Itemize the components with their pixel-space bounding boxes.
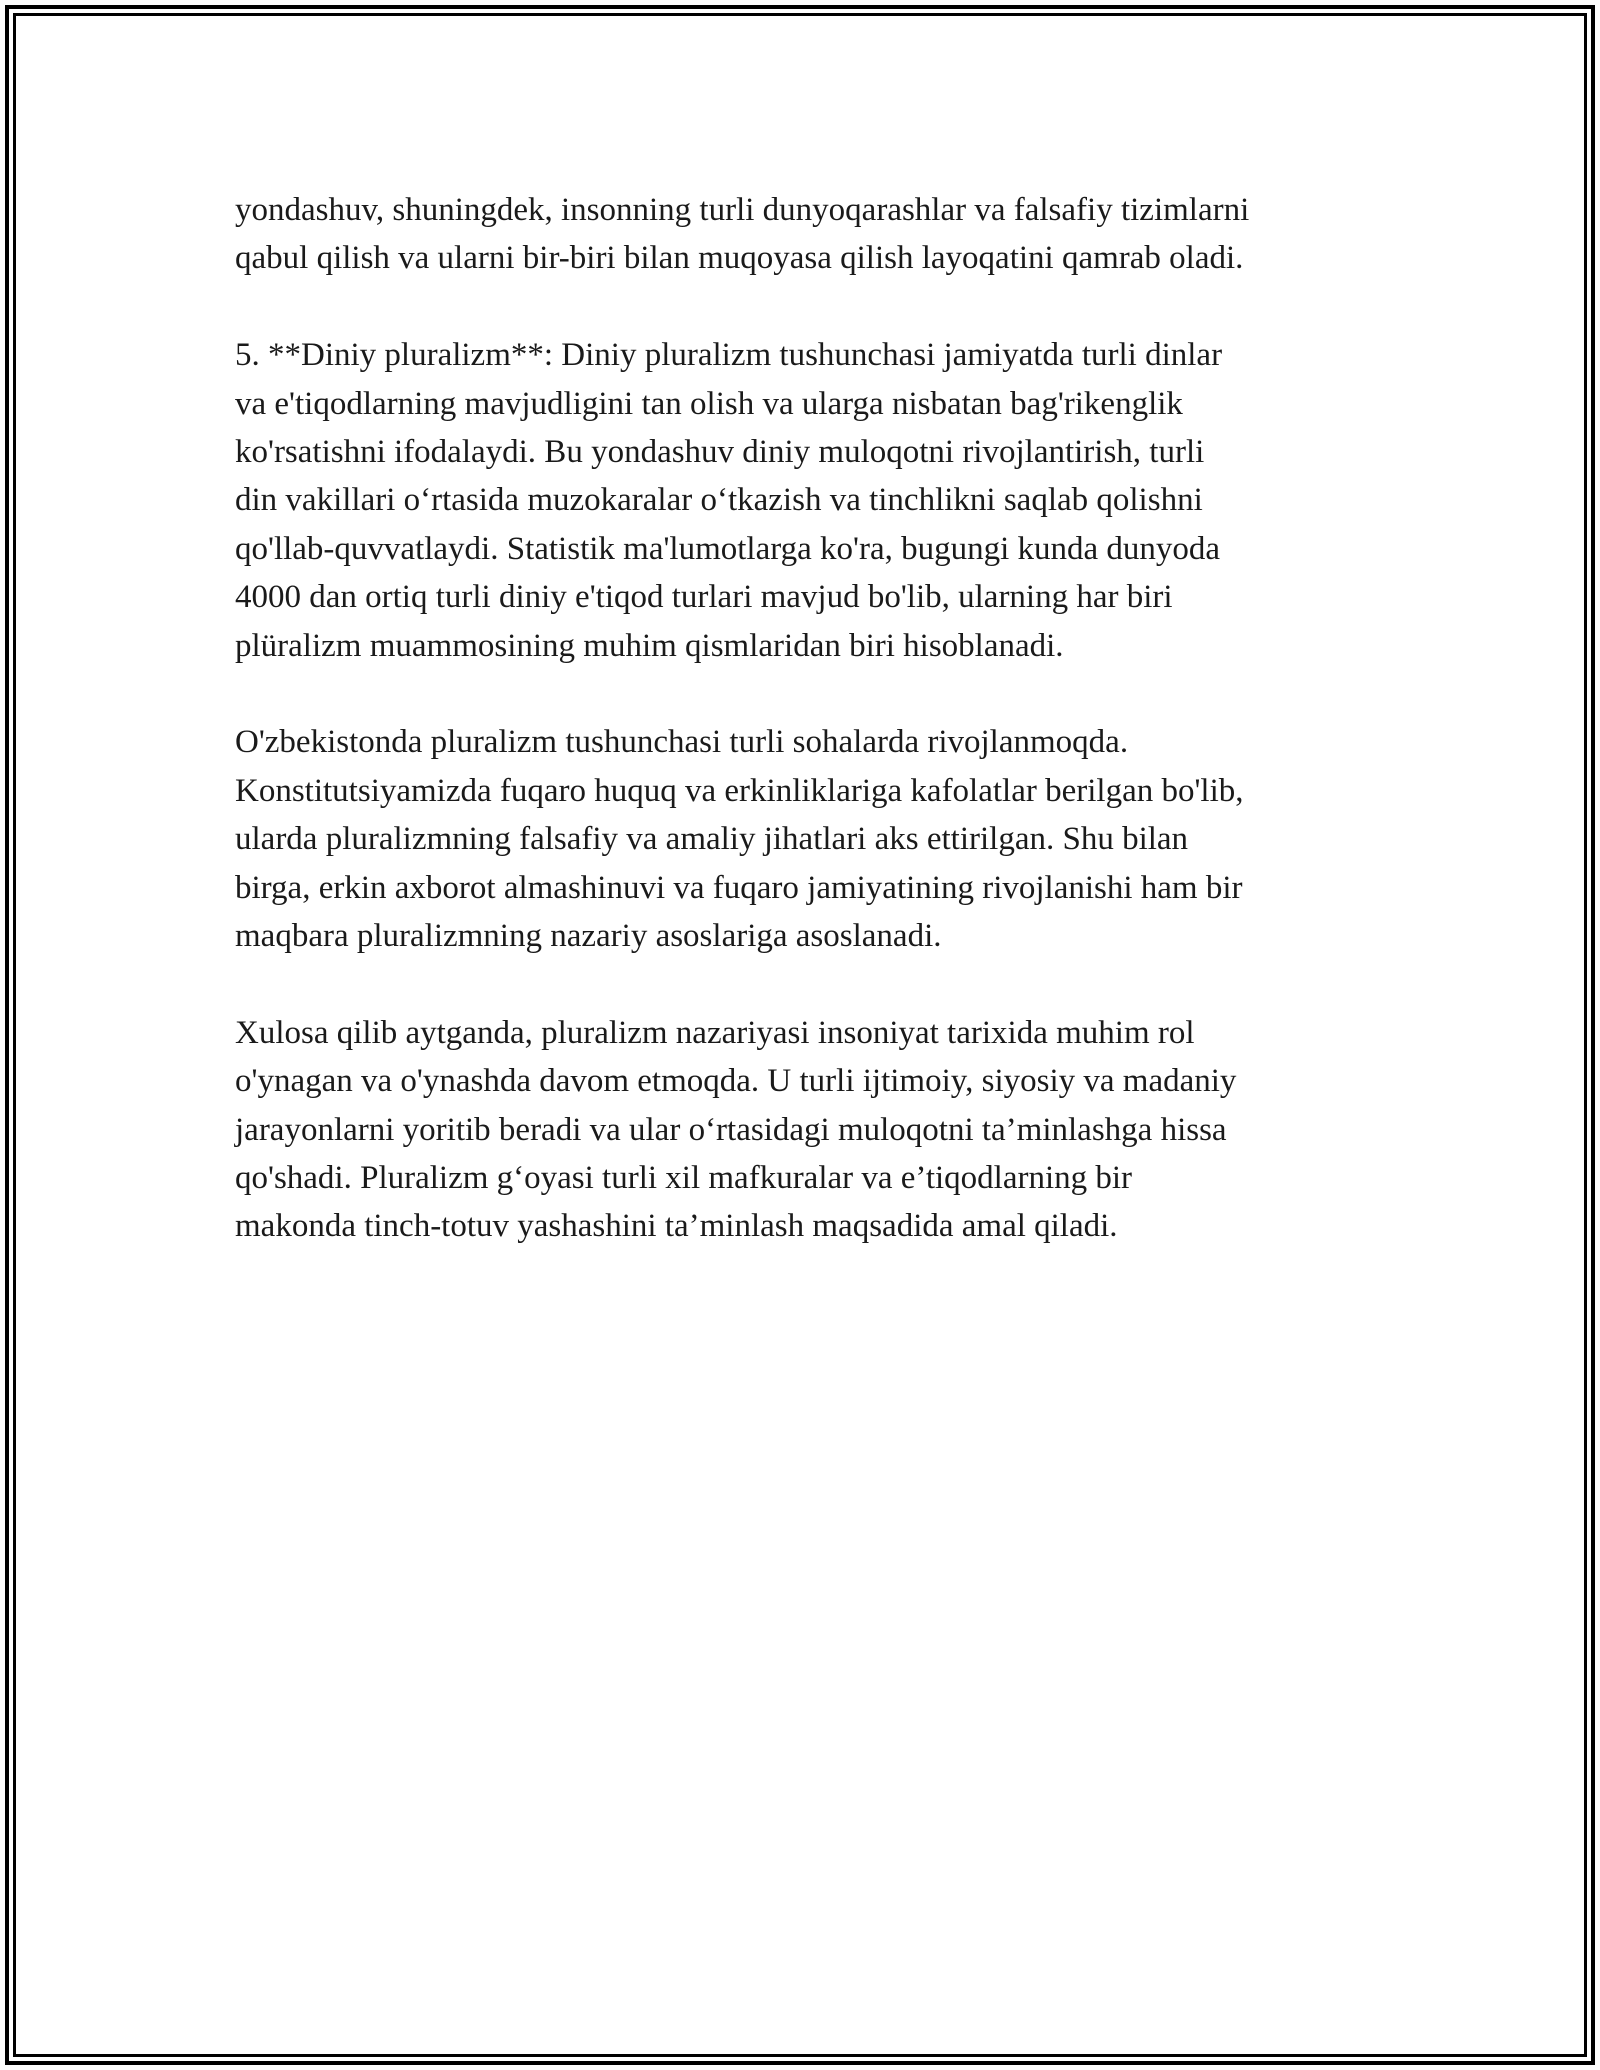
text-line: din vakillari o‘rtasida muzokaralar o‘tkazish va tinchlikni saqlab qolishni: [235, 482, 1203, 519]
text-line: makonda tinch-totuv yashashini ta’minlash maqsadida amal qiladi.: [235, 1208, 1118, 1245]
text-line: 4000 dan ortiq turli diniy e'tiqod turlari mavjud bo'lib, ularning har biri: [235, 579, 1173, 616]
text-line: o'ynagan va o'ynashda davom etmoqda. U turli ijtimoiy, siyosiy va madaniy: [235, 1063, 1237, 1100]
text-line: qo'llab-quvvatlaydi. Statistik ma'lumotlarga ko'ra, bugungi kunda dunyoda: [235, 530, 1221, 567]
text-line: va e'tiqodlarning mavjudligini tan olish va ularga nisbatan bag'rikenglik: [235, 385, 1183, 422]
text-line: 5. **Diniy pluralizm**: Diniy pluralizm tushunchasi jamiyatda turli dinlar: [235, 337, 1223, 374]
text-line: maqbara pluralizmning nazariy asoslariga asoslanadi.: [235, 918, 942, 955]
text-line: jarayonlarni yoritib beradi va ular o‘rtasidagi muloqotni ta’minlashga hissa: [235, 1111, 1227, 1148]
text-line: O'zbekistonda pluralizm tushunchasi turli sohalarda rivojlanmoqda.: [235, 724, 1129, 761]
text-line: plüralizm muammosining muhim qismlaridan biri hisoblanadi.: [235, 627, 1064, 664]
text-line: yondashuv, shuningdek, insonning turli dunyoqarashlar va falsafiy tizimlarni: [235, 192, 1250, 228]
paragraph-4: [235, 1009, 1395, 1251]
paragraph-3: [235, 718, 1395, 960]
text-line: Konstitutsiyamizda fuqaro huquq va erkinliklariga kafolatlar berilgan bo'lib,: [235, 772, 1244, 809]
paragraph-1: [235, 186, 1395, 283]
document-body: [235, 186, 1395, 1299]
text-line: qo'shadi. Pluralizm g‘oyasi turli xil mafkuralar va e’tiqodlarning bir: [235, 1160, 1133, 1197]
text-line: ko'rsatishni ifodalaydi. Bu yondashuv diniy muloqotni rivojlantirish, turli: [235, 434, 1205, 471]
paragraph-2: [235, 331, 1395, 670]
text-line: Xulosa qilib aytganda, pluralizm nazariyasi insoniyat tarixida muhim rol: [235, 1014, 1195, 1051]
text-line: birga, erkin axborot almashinuvi va fuqaro jamiyatining rivojlanishi ham bir: [235, 869, 1243, 906]
text-line: ularda pluralizmning falsafiy va amaliy jihatlari aks ettirilgan. Shu bilan: [235, 821, 1189, 858]
text-line: qabul qilish va ularni bir-biri bilan muqoyasa qilish layoqatini qamrab oladi.: [235, 240, 1244, 277]
